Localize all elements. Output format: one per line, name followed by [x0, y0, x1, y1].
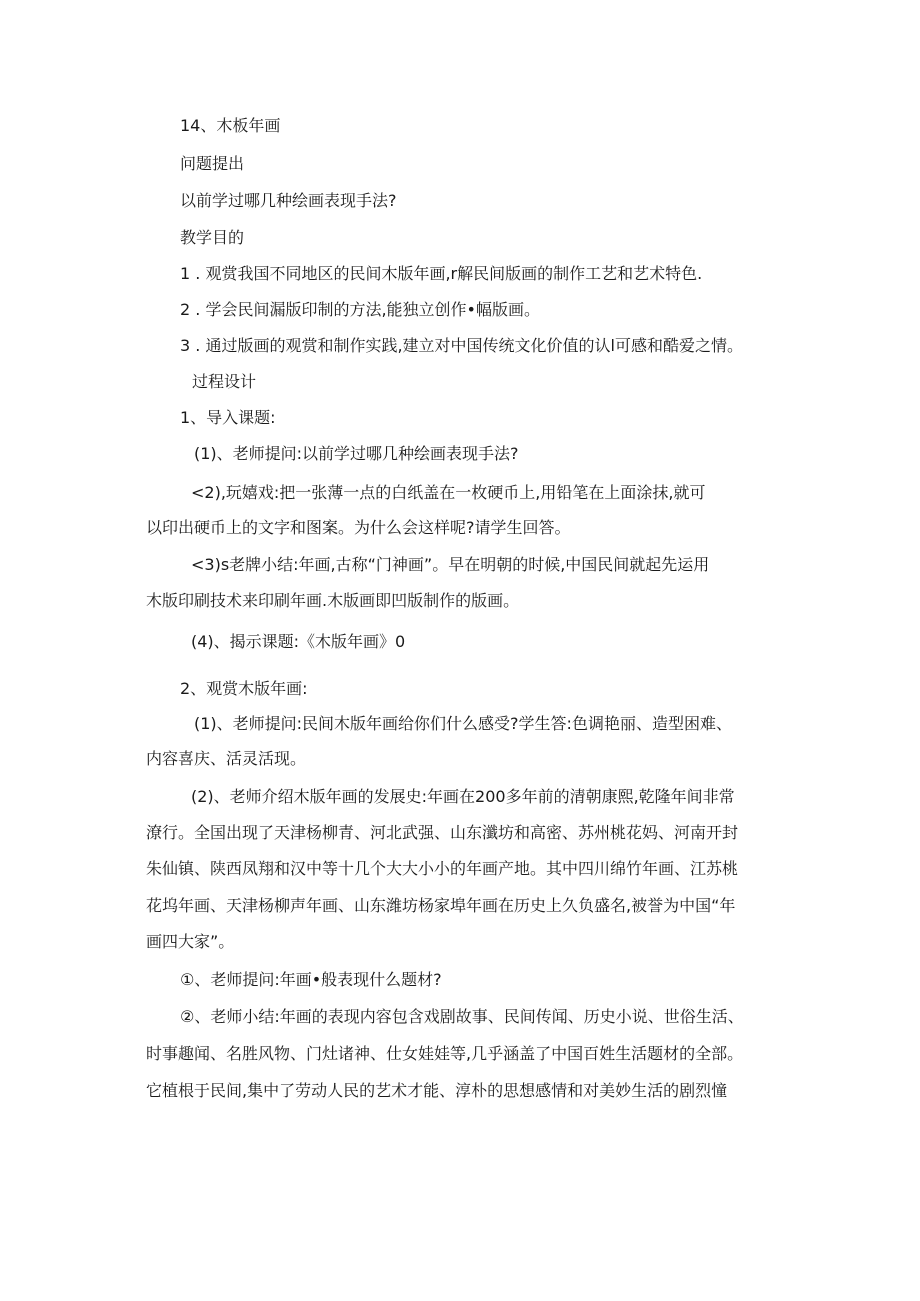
sub-item-2-line-3: 它植根于民间,集中了劳动人民的艺术才能、淳朴的思想感情和对美妙生活的剧烈憧 — [146, 1081, 728, 1100]
step-heading-2: 2、观赏木版年画: — [180, 679, 308, 698]
section-heading-process: 过程设计 — [192, 372, 257, 391]
sub-item-2-line-1: ②、老师小结:年画的表现内容包含戏剧故事、民间传闻、历史小说、世俗生活、 — [180, 1007, 744, 1026]
step-2-item-2-line-3: 朱仙镇、陕西凤翔和汉中等十几个大大小小的年画产地。其中四川绵竹年画、江苏桃 — [146, 859, 739, 878]
goal-item-2: 2 . 学会民间漏版印制的方法,能独立创作•幅版画。 — [180, 300, 540, 319]
question-text: 以前学过哪几种绘画表现手法? — [180, 191, 397, 210]
sub-item-1: ①、老师提问:年画•般表现什么题材? — [180, 970, 442, 989]
step-heading-1: 1、导入课题: — [180, 408, 276, 427]
sub-item-2-line-2: 时事趣闻、名胜风物、门灶诸神、仕女娃娃等,几乎涵盖了中国百姓生活题材的全部。 — [146, 1044, 744, 1063]
step-2-item-2-line-2: 潦行。全国出现了天津杨柳青、河北武强、山东瀸坊和高密、苏州桃花妈、河南开封 — [146, 823, 739, 842]
section-heading-goals: 教学目的 — [180, 228, 245, 247]
step-1-item-3-line-2: 木版印刷技术来印刷年画.木版画即凹版制作的版画。 — [146, 591, 520, 610]
step-1-item-4: (4)、揭示课题:《木版年画》0 — [191, 632, 406, 651]
section-heading-problem: 问题提出 — [180, 154, 245, 173]
step-2-item-2-line-1: (2)、老师介绍木版年画的发展史:年画在200多年前的清朝康熙,乾隆年间非常 — [191, 787, 735, 806]
step-1-item-2-line-1: <2),玩嬉戏:把一张薄一点的白纸盖在一枚硬币上,用铅笔在上面涂抹,就可 — [191, 483, 706, 502]
step-1-item-2-line-2: 以印出硬币上的文字和图案。为什么会这样呢?请学生回答。 — [146, 518, 571, 537]
step-2-item-2-line-4: 花坞年画、天津杨柳声年画、山东潍坊杨家埠年画在历史上久负盛名,被誉为中国“年 — [146, 896, 736, 915]
step-1-item-1: (1)、老师提问:以前学过哪几种绘画表现手法? — [194, 444, 519, 463]
goal-item-1: 1 . 观赏我国不同地区的民间木版年画,r解民间版画的制作工艺和艺术特色. — [180, 264, 703, 283]
step-1-item-3-line-1: <3)s老牌小结:年画,古称“门神画”。早在明朝的时候,中国民间就起先运用 — [191, 555, 710, 574]
goal-item-3: 3 . 通过版画的观赏和制作实践,建立对中国传统文化价值的认l可感和酷爱之情。 — [180, 336, 743, 355]
step-2-item-1-line-2: 内容喜庆、活灵活现。 — [146, 749, 307, 768]
step-2-item-2-line-5: 画四大家”。 — [146, 932, 235, 951]
step-2-item-1-line-1: (1)、老师提问:民间木版年画给你们什么感受?学生答:色调艳丽、造型困难、 — [194, 714, 732, 733]
document-title: 14、木板年画 — [180, 116, 281, 135]
